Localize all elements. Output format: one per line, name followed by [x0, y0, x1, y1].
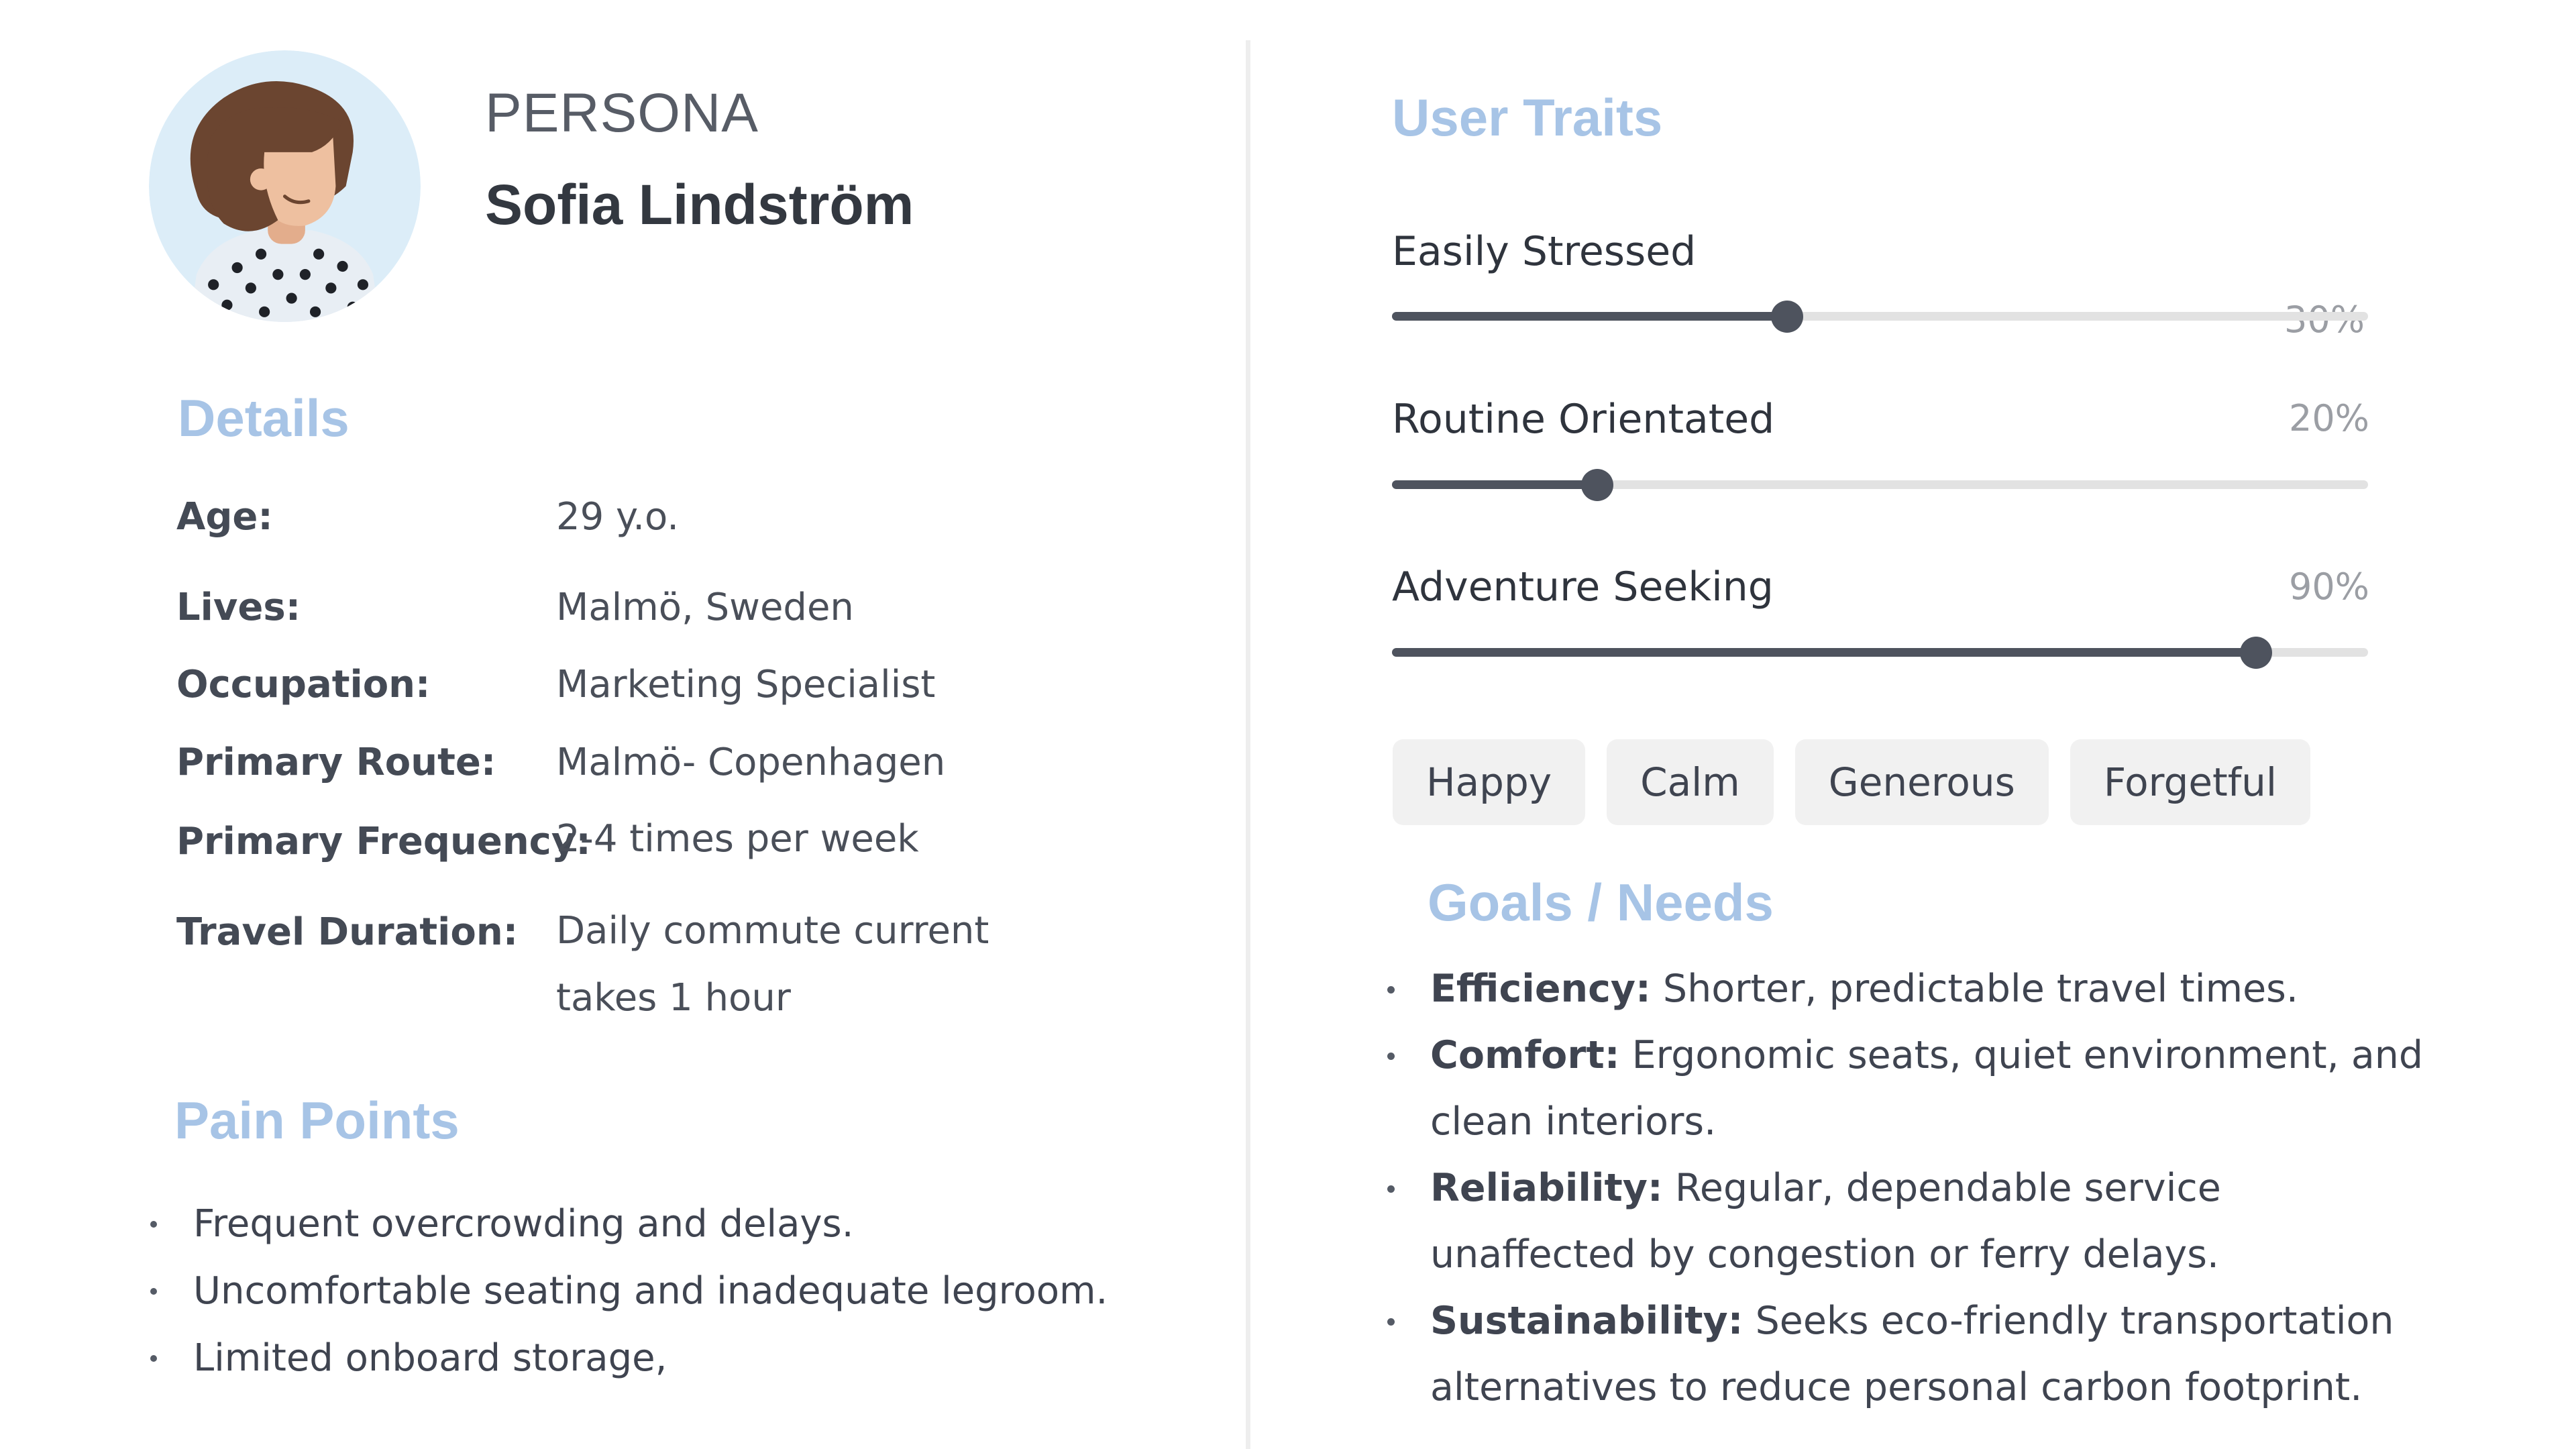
detail-value-route: Malmö- Copenhagen: [556, 741, 946, 784]
list-item: Uncomfortable seating and inadequate legroom.: [141, 1258, 1181, 1325]
slider-fill: [1392, 648, 2256, 657]
slider-handle[interactable]: [2240, 637, 2272, 669]
detail-value-duration: Daily commute current: [556, 909, 989, 953]
trait-slider-stressed[interactable]: [1392, 312, 2368, 321]
slider-handle[interactable]: [1581, 469, 1613, 501]
trait-percent-routine: 20%: [2288, 397, 2369, 439]
detail-value-age: 29 y.o.: [556, 495, 680, 539]
detail-label-frequency: Primary Frequency:: [176, 820, 591, 863]
tag-calm: Calm: [1607, 739, 1774, 825]
pain-points-title: Pain Points: [174, 1091, 460, 1150]
detail-value-lives: Malmö, Sweden: [556, 586, 854, 629]
detail-label-duration: Travel Duration:: [176, 910, 519, 954]
detail-label-lives: Lives:: [176, 586, 301, 629]
details-title: Details: [178, 388, 350, 447]
column-divider: [1246, 40, 1250, 1449]
list-item: Comfort: Ergonomic seats, quiet environment, and clean interiors.: [1382, 1022, 2430, 1155]
persona-name: Sofia Lindström: [485, 173, 914, 236]
detail-label-occupation: Occupation:: [176, 663, 431, 706]
detail-label-age: Age:: [176, 495, 273, 539]
goals-list: [1382, 956, 2522, 1421]
bullet-icon: [1387, 1053, 1395, 1060]
trait-label-stressed: Easily Stressed: [1392, 228, 1697, 275]
detail-label-route: Primary Route:: [176, 741, 496, 784]
avatar: [149, 50, 421, 322]
user-traits-title: User Traits: [1392, 88, 1663, 147]
trait-slider-adventure[interactable]: [1392, 648, 2368, 657]
list-item: Reliability: Regular, dependable service unaffected by congestion or ferry delays.: [1382, 1155, 2302, 1288]
list-item: Efficiency: Shorter, predictable travel times.: [1382, 956, 2522, 1022]
trait-percent-adventure: 90%: [2288, 566, 2369, 608]
trait-slider-routine[interactable]: [1392, 480, 2368, 489]
tag-generous: Generous: [1795, 739, 2049, 825]
persona-label: PERSONA: [485, 83, 759, 144]
list-item: Sustainability: Seeks eco-friendly transportation alternatives to reduce personal carbon footprint.: [1382, 1288, 2430, 1421]
trait-tags: [1393, 739, 2310, 825]
slider-handle[interactable]: [1771, 301, 1803, 333]
bullet-icon: [150, 1355, 157, 1362]
tag-forgetful: Forgetful: [2070, 739, 2310, 825]
tag-happy: Happy: [1393, 739, 1585, 825]
slider-fill: [1392, 480, 1597, 489]
list-item: Frequent overcrowding and delays.: [141, 1191, 1181, 1258]
goals-needs-title: Goals / Needs: [1428, 873, 1774, 932]
trait-label-routine: Routine Orientated: [1392, 396, 1775, 443]
bullet-icon: [1387, 1318, 1395, 1326]
detail-value-frequency: 2-4 times per week: [556, 817, 919, 861]
list-item: Limited onboard storage,: [141, 1325, 1181, 1392]
slider-fill: [1392, 312, 1787, 321]
detail-value-occupation: Marketing Specialist: [556, 663, 936, 706]
pain-points-list: [141, 1191, 1181, 1392]
bullet-icon: [1387, 1185, 1395, 1193]
bullet-icon: [150, 1288, 157, 1295]
trait-label-adventure: Adventure Seeking: [1392, 564, 1774, 610]
bullet-icon: [1387, 986, 1395, 994]
bullet-icon: [150, 1221, 157, 1228]
detail-value-duration-line2: takes 1 hour: [556, 976, 791, 1020]
